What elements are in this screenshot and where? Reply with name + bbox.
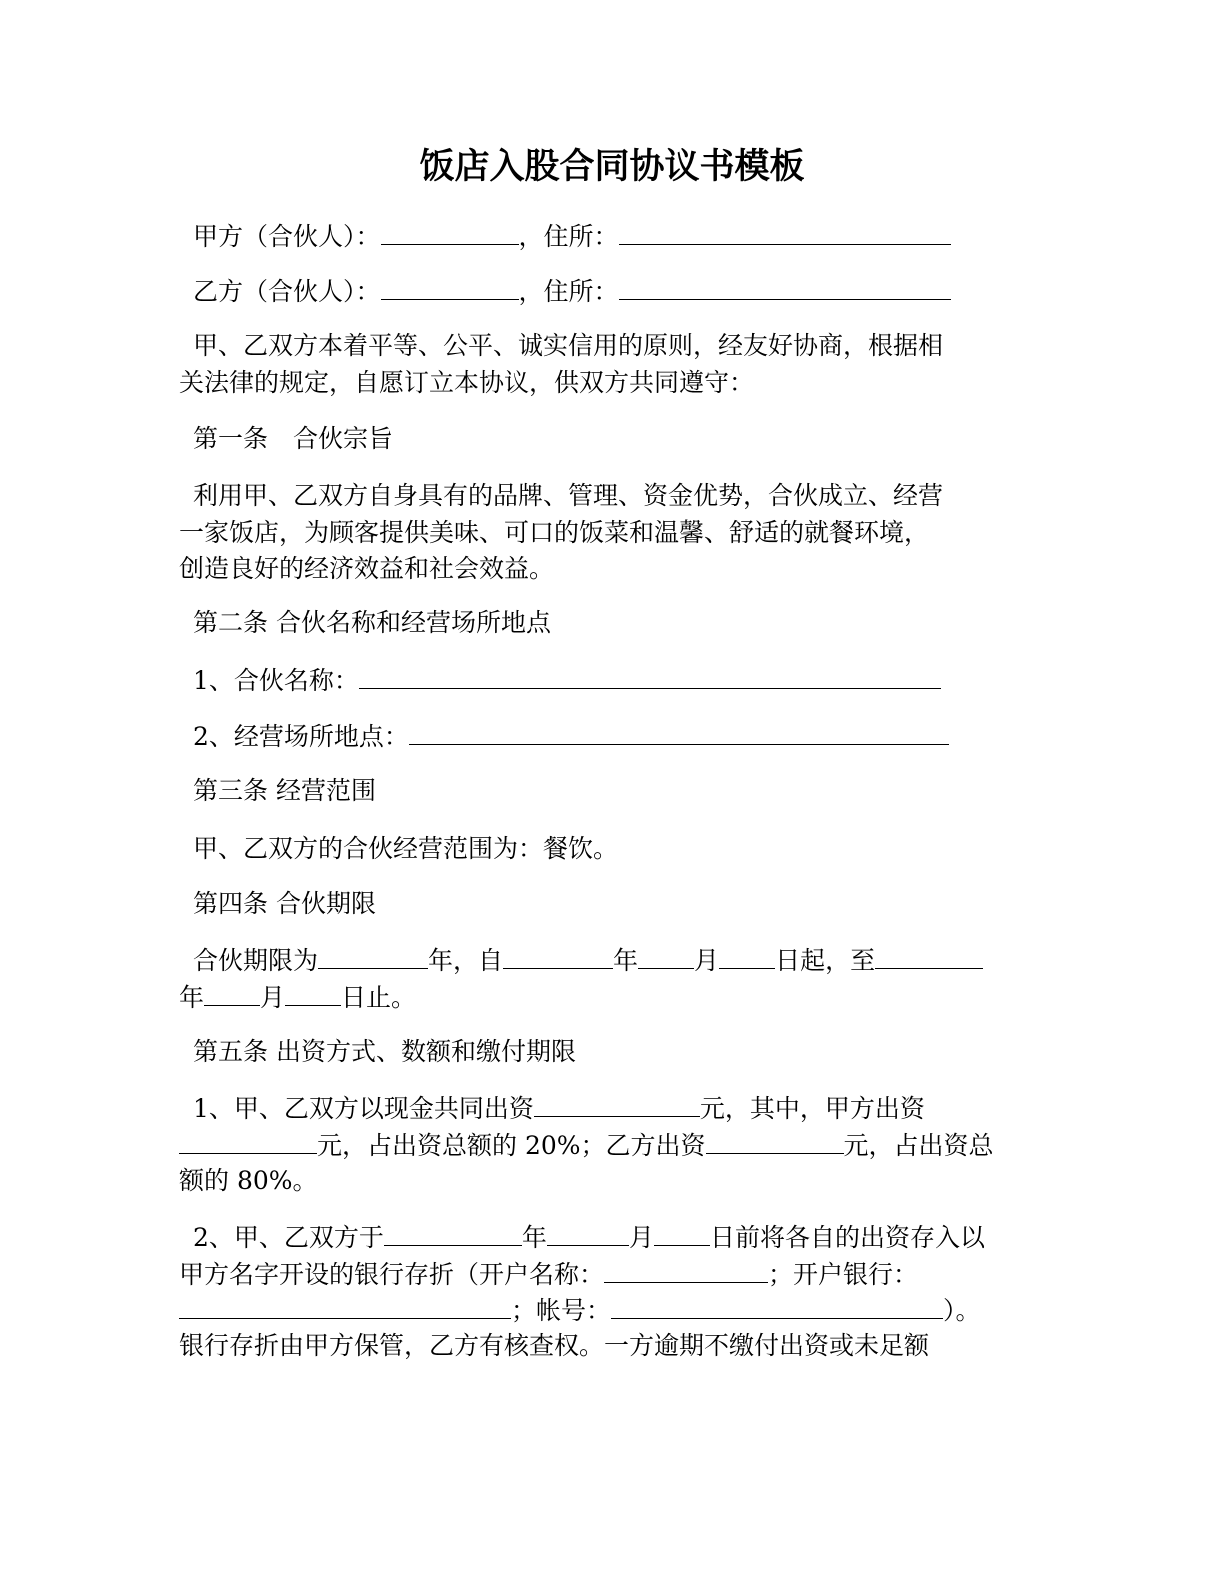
end-year-unit: 年 bbox=[179, 983, 205, 1012]
article-3-heading: 第三条 经营范围 bbox=[193, 776, 376, 805]
party-b-label: 乙方（合伙人）： bbox=[193, 277, 381, 306]
partnership-name-label: 1、合伙名称： bbox=[193, 666, 359, 695]
bank-blank[interactable] bbox=[179, 1292, 511, 1319]
article-4-heading: 第四条 合伙期限 bbox=[193, 889, 376, 918]
closing-paren: ）。 bbox=[943, 1296, 981, 1325]
deposit-year-blank[interactable] bbox=[384, 1219, 522, 1246]
party-b-name-blank[interactable] bbox=[381, 273, 519, 300]
deposit-year-unit: 年 bbox=[521, 1223, 547, 1252]
deposit-day-blank[interactable] bbox=[654, 1219, 710, 1246]
article-5-p1-line-3: 额的 80%。 bbox=[179, 1166, 318, 1195]
term-years-blank[interactable] bbox=[318, 942, 428, 969]
partnership-name-blank[interactable] bbox=[359, 662, 941, 689]
article-5-heading: 第五条 出资方式、数额和缴付期限 bbox=[193, 1037, 576, 1066]
party-b-line bbox=[179, 273, 951, 310]
party-b-share-text: 元，占出资总 bbox=[843, 1131, 994, 1160]
bank-label: ；开户银行： bbox=[768, 1260, 919, 1289]
article-1-line-3: 创造良好的经济效益和社会效益。 bbox=[179, 554, 555, 583]
article-2-item-2 bbox=[179, 718, 949, 755]
article-3-text: 甲、乙双方的合伙经营范围为：餐饮。 bbox=[193, 834, 619, 863]
end-year-blank[interactable] bbox=[875, 942, 983, 969]
end-day-blank[interactable] bbox=[285, 979, 341, 1006]
party-a-capital-blank[interactable] bbox=[179, 1127, 317, 1154]
start-month-blank[interactable] bbox=[638, 942, 694, 969]
article-2-heading: 第二条 合伙名称和经营场所地点 bbox=[193, 608, 551, 637]
party-b-residence-blank[interactable] bbox=[619, 273, 951, 300]
article-1-line-2: 一家饭店，为顾客提供美味、可口的饭菜和温馨、舒适的就餐环境， bbox=[179, 518, 930, 547]
document-title: 饭店入股合同协议书模板 bbox=[419, 147, 805, 187]
preamble-line-1: 甲、乙双方本着平等、公平、诚实信用的原则，经友好协商，根据相 bbox=[193, 331, 944, 360]
deposit-month-blank[interactable] bbox=[547, 1219, 629, 1246]
account-name-label: 甲方名字开设的银行存折（开户名称： bbox=[179, 1260, 605, 1289]
start-year-blank[interactable] bbox=[503, 942, 613, 969]
article-5-p2-line-3 bbox=[179, 1292, 981, 1329]
end-month-unit: 月 bbox=[260, 983, 286, 1012]
start-month-unit: 月 bbox=[694, 946, 720, 975]
account-name-blank[interactable] bbox=[604, 1256, 768, 1283]
article-1-line-1: 利用甲、乙双方自身具有的品牌、管理、资金优势，合伙成立、经营 bbox=[193, 481, 944, 510]
end-day-unit: 日止。 bbox=[341, 983, 417, 1012]
article-4-line-1 bbox=[179, 942, 983, 979]
start-year-unit: 年 bbox=[613, 946, 639, 975]
start-day-unit: 日起，至 bbox=[775, 946, 876, 975]
party-a-label: 甲方（合伙人）： bbox=[193, 222, 381, 251]
total-capital-label: 1、甲、乙双方以现金共同出资 bbox=[193, 1094, 534, 1123]
party-b-residence-label: ，住所： bbox=[518, 277, 619, 306]
account-number-label: ；帐号： bbox=[511, 1296, 612, 1325]
party-b-capital-blank[interactable] bbox=[706, 1127, 844, 1154]
article-1-heading: 第一条 合伙宗旨 bbox=[193, 424, 394, 453]
party-a-capital-label: 元，其中，甲方出资 bbox=[699, 1094, 925, 1123]
article-5-p1-line-1 bbox=[179, 1090, 925, 1127]
start-day-blank[interactable] bbox=[719, 942, 775, 969]
term-from-label: 年，自 bbox=[428, 946, 504, 975]
article-4-line-2 bbox=[179, 979, 416, 1016]
article-5-p2-line-1 bbox=[179, 1219, 985, 1256]
business-location-blank[interactable] bbox=[409, 718, 949, 745]
article-5-p2-line-2 bbox=[179, 1256, 918, 1293]
article-5-p2-line-4: 银行存折由甲方保管，乙方有核查权。一方逾期不缴付出资或未足额 bbox=[179, 1331, 930, 1360]
end-month-blank[interactable] bbox=[204, 979, 260, 1006]
total-capital-blank[interactable] bbox=[534, 1090, 700, 1117]
party-a-share-text: 元，占出资总额的 20%；乙方出资 bbox=[317, 1131, 706, 1160]
account-number-blank[interactable] bbox=[611, 1292, 943, 1319]
article-2-item-1 bbox=[179, 662, 941, 699]
term-label: 合伙期限为 bbox=[193, 946, 319, 975]
deposit-month-unit: 月 bbox=[628, 1223, 654, 1252]
preamble-line-2: 关法律的规定，自愿订立本协议，供双方共同遵守： bbox=[179, 368, 755, 397]
deposit-text: 日前将各自的出资存入以 bbox=[709, 1223, 985, 1252]
party-a-name-blank[interactable] bbox=[381, 218, 519, 245]
article-5-p1-line-2 bbox=[179, 1127, 994, 1164]
deposit-date-label: 2、甲、乙双方于 bbox=[193, 1223, 384, 1252]
party-a-residence-label: ，住所： bbox=[518, 222, 619, 251]
party-a-line bbox=[179, 218, 951, 255]
party-a-residence-blank[interactable] bbox=[619, 218, 951, 245]
business-location-label: 2、经营场所地点： bbox=[193, 722, 409, 751]
